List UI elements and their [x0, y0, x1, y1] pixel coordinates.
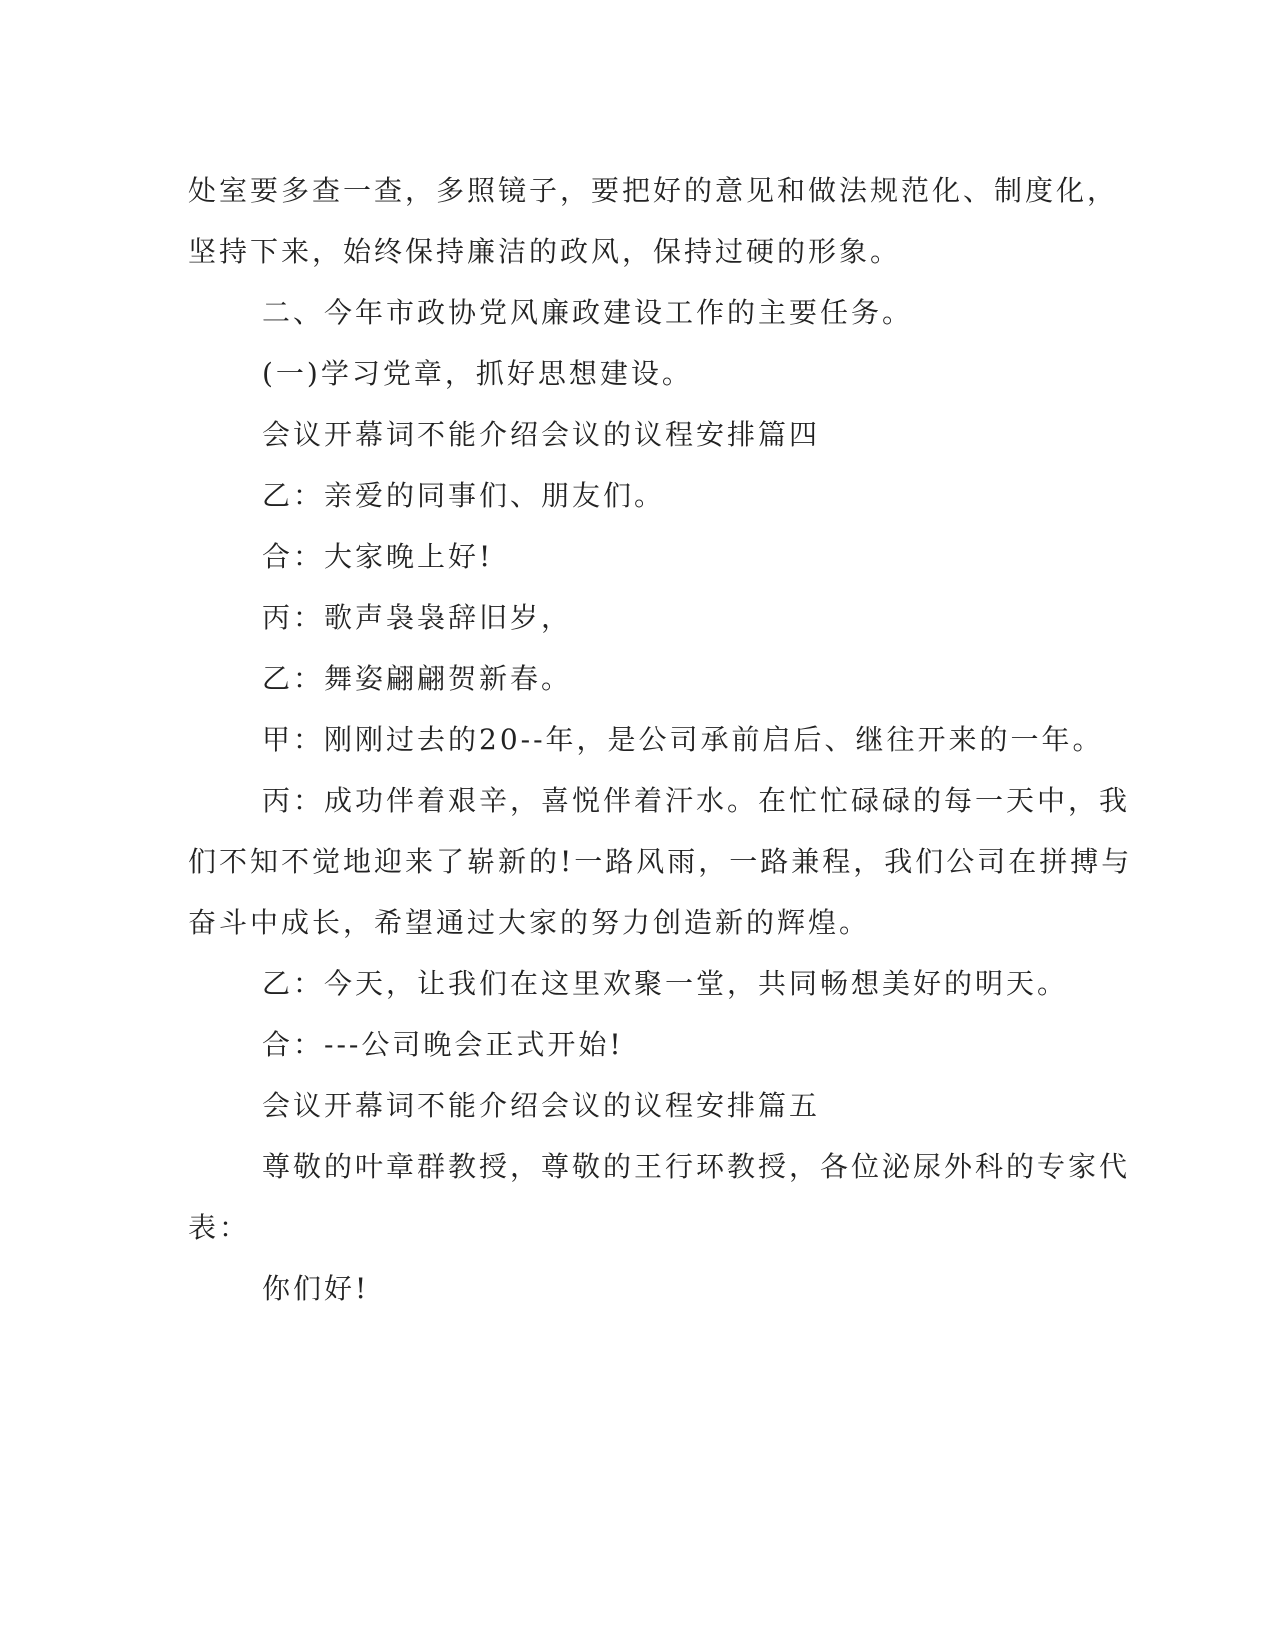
paragraph: [188, 160, 1119, 282]
text-line: 二、今年市政协党风廉政建设工作的主要任务。: [262, 296, 914, 329]
text-line: 处室要多查一查，多照镜子，要把好的意见和做法规范化、制度化，: [188, 174, 1119, 207]
paragraph: [188, 1258, 1088, 1319]
paragraph: [188, 282, 1088, 343]
text-line: 乙：亲爱的同事们、朋友们。: [262, 479, 666, 512]
text-line: 会议开幕词不能介绍会议的议程安排篇四: [262, 418, 821, 451]
paragraph: [188, 404, 1088, 465]
text-line: (一)学习党章，抓好思想建设。: [262, 357, 693, 390]
text-line: 乙：今天，让我们在这里欢聚一堂，共同畅想美好的明天。: [262, 967, 1069, 1000]
paragraph: [188, 343, 1088, 404]
paragraph: [188, 1136, 1131, 1258]
paragraph: [188, 1075, 1088, 1136]
text-line: 奋斗中成长，希望通过大家的努力创造新的辉煌。: [188, 906, 871, 939]
paragraph: [188, 526, 1088, 587]
paragraph: [188, 587, 1088, 648]
text-line: 坚持下来，始终保持廉洁的政风，保持过硬的形象。: [188, 235, 902, 268]
text-line: 尊敬的叶章群教授，尊敬的王行环教授，各位泌尿外科的专家代: [262, 1150, 1131, 1183]
paragraph: [188, 1014, 1088, 1075]
paragraph: [188, 953, 1088, 1014]
text-line: 丙：成功伴着艰辛，喜悦伴着汗水。在忙忙碌碌的每一天中，我: [262, 784, 1131, 817]
text-line: 合：---公司晚会正式开始!: [262, 1028, 624, 1061]
text-line: 甲：刚刚过去的20--年，是公司承前启后、继往开来的一年。: [262, 723, 1104, 756]
paragraph: [188, 648, 1088, 709]
paragraph: [188, 770, 1133, 953]
paragraph: [188, 709, 1104, 770]
text-line: 合：大家晚上好!: [262, 540, 494, 573]
document-body: [188, 160, 1133, 1319]
text-line: 表：: [188, 1211, 251, 1244]
text-line: 乙：舞姿翩翩贺新春。: [262, 662, 573, 695]
text-line: 丙：歌声袅袅辞旧岁，: [262, 601, 573, 634]
text-line: 你们好!: [262, 1272, 370, 1305]
text-line: 们不知不觉地迎来了崭新的!一路风雨，一路兼程，我们公司在拼搏与: [188, 845, 1133, 878]
text-line: 会议开幕词不能介绍会议的议程安排篇五: [262, 1089, 821, 1122]
paragraph: [188, 465, 1088, 526]
